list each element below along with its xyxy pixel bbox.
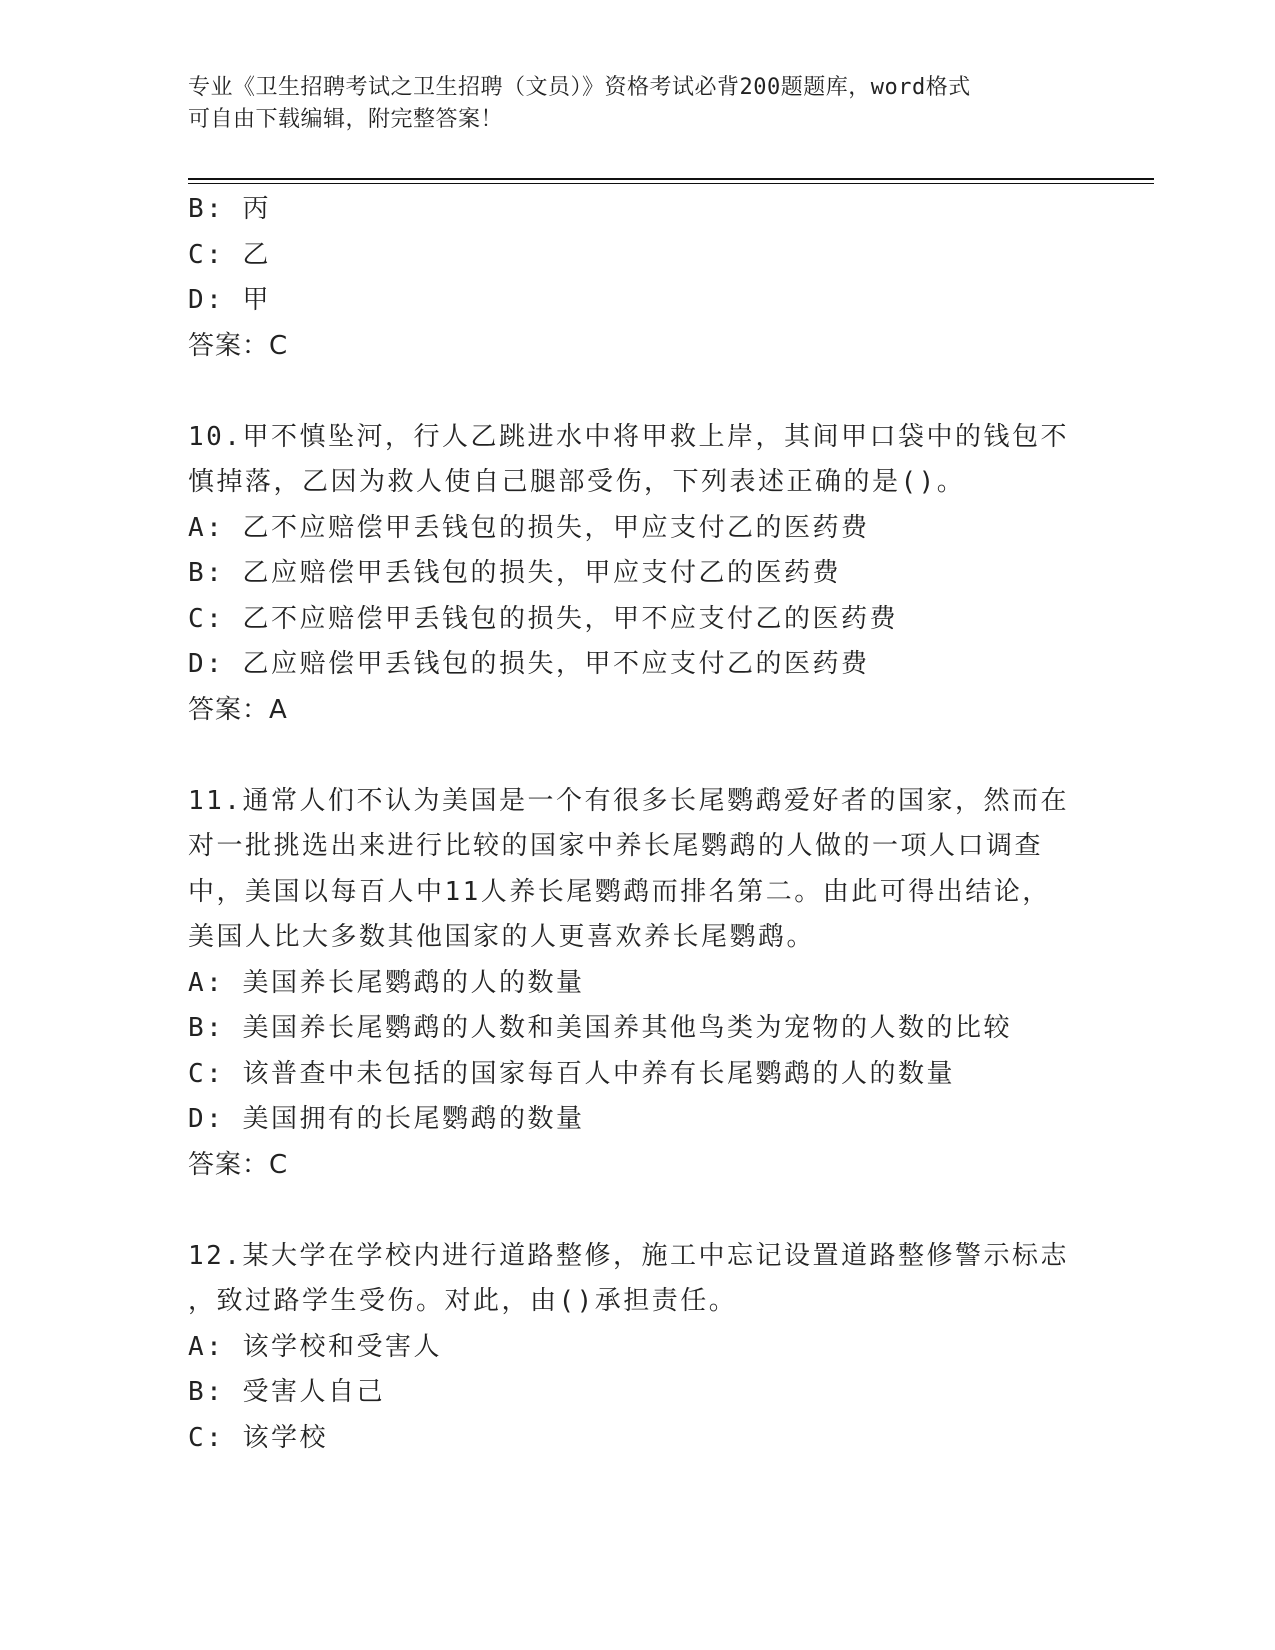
option-d: D: 美国拥有的长尾鹦鹉的数量	[188, 1104, 585, 1134]
question-text-line: 12.某大学在学校内进行道路整修，施工中忘记设置道路整修警示标志	[188, 1240, 1069, 1271]
answer: 答案：A	[188, 694, 288, 725]
header-title-line-1: 专业《卫生招聘考试之卫生招聘（文员）》资格考试必背200题题库，word格式	[188, 75, 971, 100]
question-text-line: 10.甲不慎坠河，行人乙跳进水中将甲救上岸，其间甲口袋中的钱包不	[188, 421, 1069, 452]
option-b: B: 受害人自己	[188, 1377, 385, 1407]
option-b: B: 丙	[188, 194, 271, 224]
option-d: D: 乙应赔偿甲丢钱包的损失，甲不应支付乙的医药费	[188, 649, 870, 679]
question-10	[188, 415, 1088, 734]
question-9-continuation	[188, 187, 1088, 369]
header-title-line-2: 可自由下载编辑，附完整答案！	[188, 107, 504, 132]
header-rule-thick	[188, 178, 1154, 180]
question-text-line: 中，美国以每百人中11人养长尾鹦鹉而排名第二。由此可得出结论，	[188, 876, 1051, 907]
option-a: A: 美国养长尾鹦鹉的人的数量	[188, 967, 585, 998]
document-header	[188, 72, 1068, 136]
question-text-line: 对一批挑选出来进行比较的国家中养长尾鹦鹉的人做的一项人口调查	[188, 831, 1044, 861]
answer: 答案：C	[188, 1149, 289, 1180]
answer: 答案：C	[188, 330, 289, 361]
header-rule-thin	[188, 183, 1154, 184]
option-b: B: 美国养长尾鹦鹉的人数和美国养其他鸟类为宠物的人数的比较	[188, 1013, 1012, 1043]
spacer	[188, 369, 1088, 415]
option-a: A: 乙不应赔偿甲丢钱包的损失，甲应支付乙的医药费	[188, 512, 870, 543]
option-c: C: 乙	[188, 239, 271, 270]
option-a: A: 该学校和受害人	[188, 1331, 442, 1362]
spacer	[188, 733, 1088, 779]
question-text-line: 11.通常人们不认为美国是一个有很多长尾鹦鹉爱好者的国家，然而在	[188, 785, 1069, 816]
question-text-line: 美国人比大多数其他国家的人更喜欢养长尾鹦鹉。	[188, 922, 816, 952]
option-c: C: 乙不应赔偿甲丢钱包的损失，甲不应支付乙的医药费	[188, 603, 898, 634]
question-11	[188, 779, 1088, 1189]
document-body	[188, 187, 1088, 1461]
question-text-line: ，致过路学生受伤。对此，由()承担责任。	[188, 1286, 738, 1316]
option-b: B: 乙应赔偿甲丢钱包的损失，甲应支付乙的医药费	[188, 558, 841, 588]
option-d: D: 甲	[188, 285, 271, 315]
option-c: C: 该普查中未包括的国家每百人中养有长尾鹦鹉的人的数量	[188, 1058, 955, 1089]
question-12	[188, 1234, 1088, 1462]
option-c: C: 该学校	[188, 1422, 328, 1453]
question-text-line: 慎掉落，乙因为救人使自己腿部受伤，下列表述正确的是()。	[188, 467, 966, 497]
spacer	[188, 1188, 1088, 1234]
